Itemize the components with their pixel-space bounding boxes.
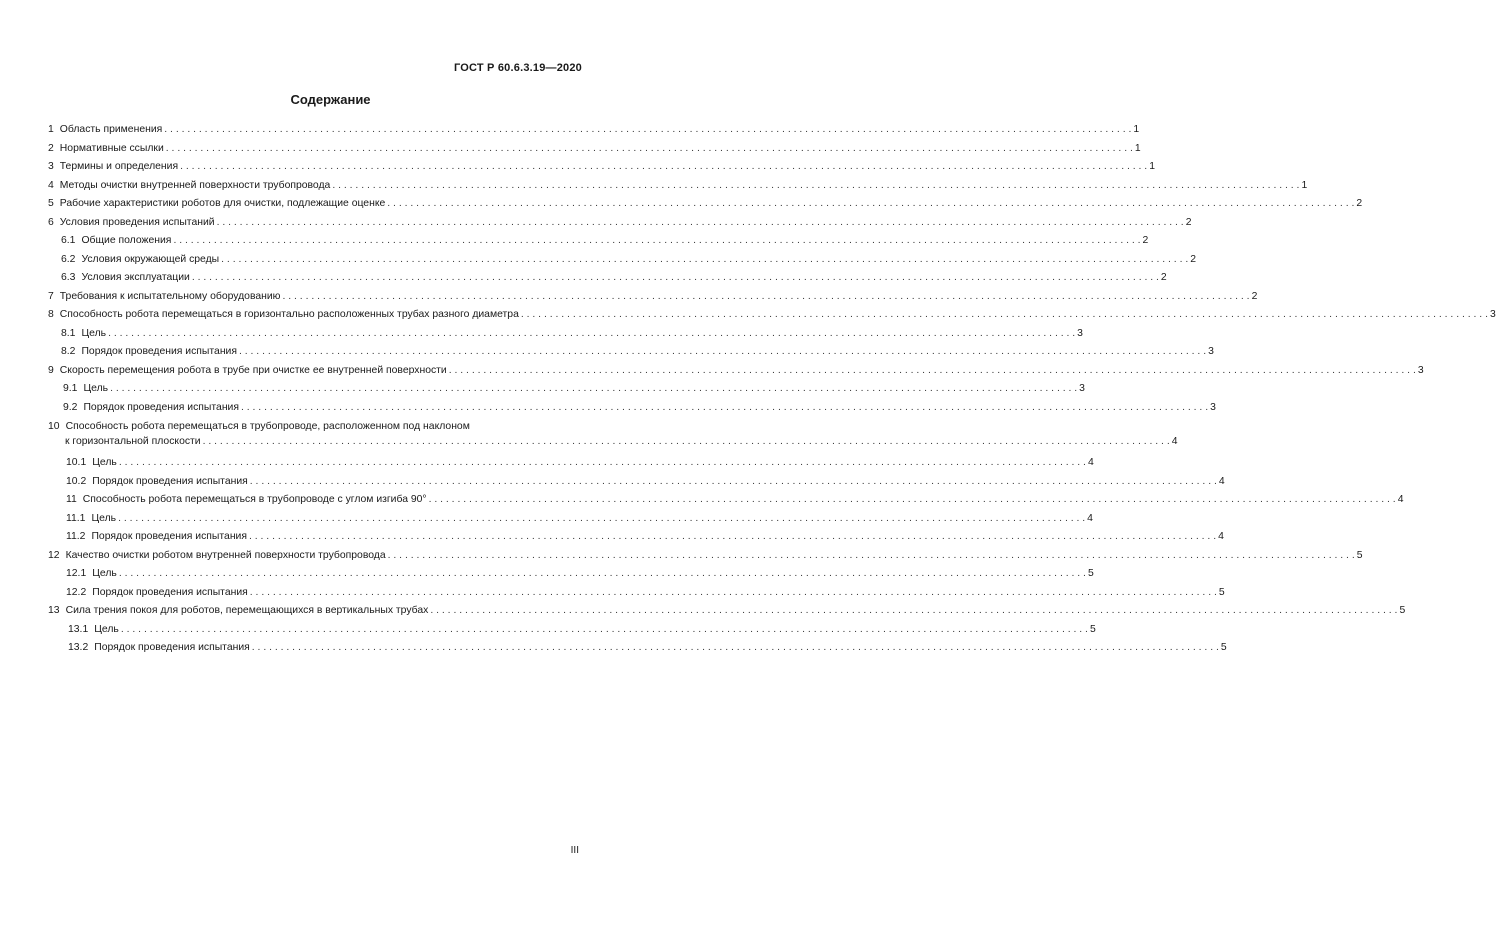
toc-entry-page: 3 bbox=[1417, 364, 1424, 376]
toc-subentry[interactable] bbox=[66, 585, 1225, 601]
toc-entry-text: Цель bbox=[92, 457, 117, 468]
toc-entry-number: 7 bbox=[48, 290, 54, 302]
toc-subentry[interactable] bbox=[66, 455, 1094, 471]
toc-entry-number: 9 bbox=[48, 364, 54, 376]
toc-entry-number: 10.2 bbox=[66, 475, 87, 487]
toc-entry-text-line1: Способность робота перемещаться в трубопроводе, расположенном под наклоном bbox=[65, 421, 470, 432]
toc-entry-text: Область применения bbox=[59, 124, 163, 135]
toc-entry-page: 2 bbox=[1356, 198, 1363, 209]
toc-entry-text: Порядок проведения испытания bbox=[92, 586, 248, 598]
toc-entry-text: Порядок проведения испытания bbox=[91, 531, 247, 542]
toc-entry-page: 4 bbox=[1218, 475, 1225, 487]
toc-entry[interactable] bbox=[48, 603, 1406, 619]
toc-entry-page: 5 bbox=[1399, 605, 1406, 616]
toc-dot-leader bbox=[249, 529, 1216, 545]
toc-dot-leader bbox=[119, 566, 1086, 582]
toc-entry-page: 4 bbox=[1087, 457, 1094, 468]
toc-entry-number: 12.1 bbox=[66, 568, 87, 579]
toc-dot-leader bbox=[252, 640, 1219, 656]
toc-entry-text: Условия проведения испытаний bbox=[59, 216, 215, 228]
toc-dot-leader bbox=[241, 400, 1208, 416]
toc-entry-number: 12.2 bbox=[66, 586, 87, 598]
toc-entry-text: Способность робота перемещаться в горизонтально расположенных трубах разного диаметра bbox=[59, 309, 519, 320]
toc-title: Содержание bbox=[290, 92, 371, 107]
toc-entry[interactable] bbox=[48, 122, 1140, 138]
toc-entry-page: 1 bbox=[1149, 161, 1155, 172]
toc-entry-page: 4 bbox=[1218, 531, 1224, 542]
toc-entry-number: 9.1 bbox=[63, 383, 78, 394]
toc-entry-page: 5 bbox=[1089, 623, 1096, 635]
toc-subentry[interactable] bbox=[61, 270, 1167, 286]
toc-entry-page: 3 bbox=[1208, 346, 1214, 357]
toc-entry-number: 10.1 bbox=[66, 457, 87, 468]
toc-dot-leader bbox=[282, 289, 1249, 305]
toc-entry-page: 5 bbox=[1220, 642, 1227, 653]
toc-entry-number: 6.2 bbox=[61, 253, 76, 265]
toc-entry-number: 11 bbox=[66, 494, 77, 505]
toc-entry-text: Методы очистки внутренней поверхности трубопровода bbox=[59, 179, 331, 191]
toc-entry[interactable] bbox=[48, 215, 1192, 231]
toc-entry-text: Скорость перемещения робота в трубе при очистке ее внутренней поверхности bbox=[59, 364, 447, 376]
toc-entry-page: 2 bbox=[1190, 253, 1197, 265]
toc-entry-text: Нормативные ссылки bbox=[59, 142, 164, 154]
toc-entry-text: Качество очистки роботом внутренней поверхности трубопровода bbox=[65, 549, 386, 561]
toc-dot-leader bbox=[192, 270, 1159, 286]
toc-entry-text: Термины и определения bbox=[59, 161, 179, 172]
toc-dot-leader bbox=[203, 434, 1170, 450]
toc-entry-text: Сила трения покоя для роботов, перемещающихся в вертикальных трубах bbox=[65, 605, 429, 616]
toc-entry[interactable] bbox=[48, 196, 1363, 212]
toc-entry-number: 13 bbox=[48, 605, 60, 616]
toc-entry-number: 8 bbox=[48, 309, 54, 320]
toc-entry-text: Требования к испытательному оборудованию bbox=[59, 290, 281, 302]
toc-dot-leader bbox=[221, 252, 1188, 268]
toc-entry-number: 12 bbox=[48, 549, 60, 561]
toc-entry-number: 10 bbox=[48, 421, 60, 432]
toc-subentry[interactable] bbox=[61, 252, 1197, 268]
toc-entry-number: 3 bbox=[48, 161, 54, 172]
toc-entry-number: 6.3 bbox=[61, 272, 76, 283]
toc-dot-leader bbox=[217, 215, 1184, 231]
toc-subentry[interactable] bbox=[63, 381, 1085, 397]
toc-entry-page: 1 bbox=[1134, 142, 1141, 154]
toc-entry-page: 3 bbox=[1489, 309, 1496, 320]
toc-entry[interactable] bbox=[66, 492, 1404, 508]
toc-entry-text: Порядок проведения испытания bbox=[83, 401, 239, 413]
toc-subentry[interactable] bbox=[61, 344, 1214, 360]
toc-dot-leader bbox=[118, 511, 1085, 527]
toc-entry[interactable] bbox=[48, 141, 1141, 157]
toc-entry-text: Цель bbox=[83, 383, 109, 394]
toc-entry[interactable] bbox=[48, 363, 1424, 379]
toc-dot-leader bbox=[239, 344, 1206, 360]
toc-dot-leader bbox=[250, 585, 1217, 601]
toc-subentry[interactable] bbox=[63, 400, 1216, 416]
toc-subentry[interactable] bbox=[66, 566, 1094, 582]
toc-entry-continuation[interactable] bbox=[65, 434, 1178, 450]
toc-dot-leader bbox=[250, 474, 1217, 490]
toc-entry-page: 3 bbox=[1077, 327, 1083, 339]
toc-entry-page: 1 bbox=[1301, 179, 1308, 191]
toc-entry-number: 8.1 bbox=[61, 327, 76, 339]
toc-entry-page: 5 bbox=[1218, 586, 1225, 598]
toc-entry-text: Порядок проведения испытания bbox=[94, 642, 250, 653]
toc-entry-text: Порядок проведения испытания bbox=[81, 346, 237, 357]
toc-entry-page: 2 bbox=[1160, 272, 1167, 283]
toc-entry-text: Условия окружающей среды bbox=[81, 253, 220, 265]
toc-entry[interactable] bbox=[48, 307, 1496, 323]
toc-dot-leader bbox=[387, 196, 1354, 212]
toc-entry-page: 3 bbox=[1210, 401, 1216, 413]
toc-dot-leader bbox=[110, 381, 1077, 397]
toc-entry-text: Цель bbox=[81, 327, 107, 339]
toc-entry-number: 13.2 bbox=[68, 642, 89, 653]
toc-entry-page: 5 bbox=[1356, 549, 1363, 561]
toc-dot-leader bbox=[173, 233, 1140, 249]
toc-entry[interactable] bbox=[48, 159, 1155, 175]
toc-entry-number: 13.1 bbox=[68, 623, 89, 635]
toc-dot-leader bbox=[108, 326, 1075, 342]
toc-entry-page: 4 bbox=[1171, 436, 1178, 447]
toc-entry-page: 5 bbox=[1087, 568, 1094, 579]
toc-dot-leader bbox=[429, 492, 1396, 508]
toc-entry-page: 4 bbox=[1087, 512, 1093, 524]
page-number: III bbox=[570, 845, 579, 856]
toc-entry-page: 3 bbox=[1079, 383, 1085, 394]
toc-entry[interactable] bbox=[48, 548, 1363, 564]
toc-dot-leader bbox=[166, 141, 1133, 157]
toc-entry-page: 1 bbox=[1133, 124, 1140, 135]
toc-entry-number: 8.2 bbox=[61, 346, 76, 357]
toc-dot-leader bbox=[388, 548, 1355, 564]
toc-subentry[interactable] bbox=[61, 233, 1149, 249]
toc-subentry[interactable] bbox=[68, 622, 1096, 638]
toc-dot-leader bbox=[180, 159, 1147, 175]
toc-entry[interactable] bbox=[48, 289, 1258, 305]
toc-subentry[interactable] bbox=[61, 326, 1083, 342]
toc-entry-number: 1 bbox=[48, 124, 54, 135]
toc-entry-text: Цель bbox=[92, 568, 117, 579]
toc-dot-leader bbox=[164, 122, 1131, 138]
toc-entry-text: Порядок проведения испытания bbox=[92, 475, 248, 487]
toc-entry-number: 4 bbox=[48, 179, 54, 191]
toc-entry-number: 9.2 bbox=[63, 401, 78, 413]
toc-entry-page: 4 bbox=[1397, 494, 1404, 505]
toc-entry-text: Условия эксплуатации bbox=[81, 272, 190, 283]
toc-entry-page: 2 bbox=[1142, 235, 1149, 246]
toc-subentry[interactable] bbox=[66, 474, 1225, 490]
toc-subentry[interactable] bbox=[66, 529, 1224, 545]
document-code: ГОСТ Р 60.6.3.19—2020 bbox=[453, 62, 582, 74]
toc-entry-number: 11.1 bbox=[66, 512, 86, 524]
toc-dot-leader bbox=[121, 622, 1088, 638]
toc-subentry[interactable] bbox=[66, 511, 1093, 527]
toc-entry-number: 6.1 bbox=[61, 235, 76, 246]
toc-entry-text: к горизонтальной плоскости bbox=[65, 436, 201, 447]
toc-entry-number: 5 bbox=[48, 198, 54, 209]
toc-dot-leader bbox=[119, 455, 1086, 471]
toc-dot-leader bbox=[430, 603, 1397, 619]
toc-dot-leader bbox=[332, 178, 1299, 194]
toc-entry-text: Способность робота перемещаться в трубопроводе с углом изгиба 90° bbox=[82, 494, 427, 505]
toc-entry[interactable] bbox=[48, 178, 1308, 194]
toc-entry-text: Цель bbox=[94, 623, 119, 635]
toc-dot-leader bbox=[521, 307, 1488, 323]
toc-entry-multiline[interactable] bbox=[48, 419, 470, 435]
toc-subentry[interactable] bbox=[68, 640, 1227, 656]
toc-entry-text: Общие положения bbox=[81, 235, 172, 246]
toc-entry-text: Рабочие характеристики роботов для очистки, подлежащие оценке bbox=[59, 198, 386, 209]
toc-entry-number: 2 bbox=[48, 142, 54, 154]
toc-entry-number: 11.2 bbox=[66, 531, 86, 542]
toc-entry-page: 2 bbox=[1185, 216, 1192, 228]
toc-entry-number: 6 bbox=[48, 216, 54, 228]
toc-entry-page: 2 bbox=[1251, 290, 1258, 302]
toc-entry-text: Цель bbox=[91, 512, 117, 524]
toc-dot-leader bbox=[449, 363, 1416, 379]
